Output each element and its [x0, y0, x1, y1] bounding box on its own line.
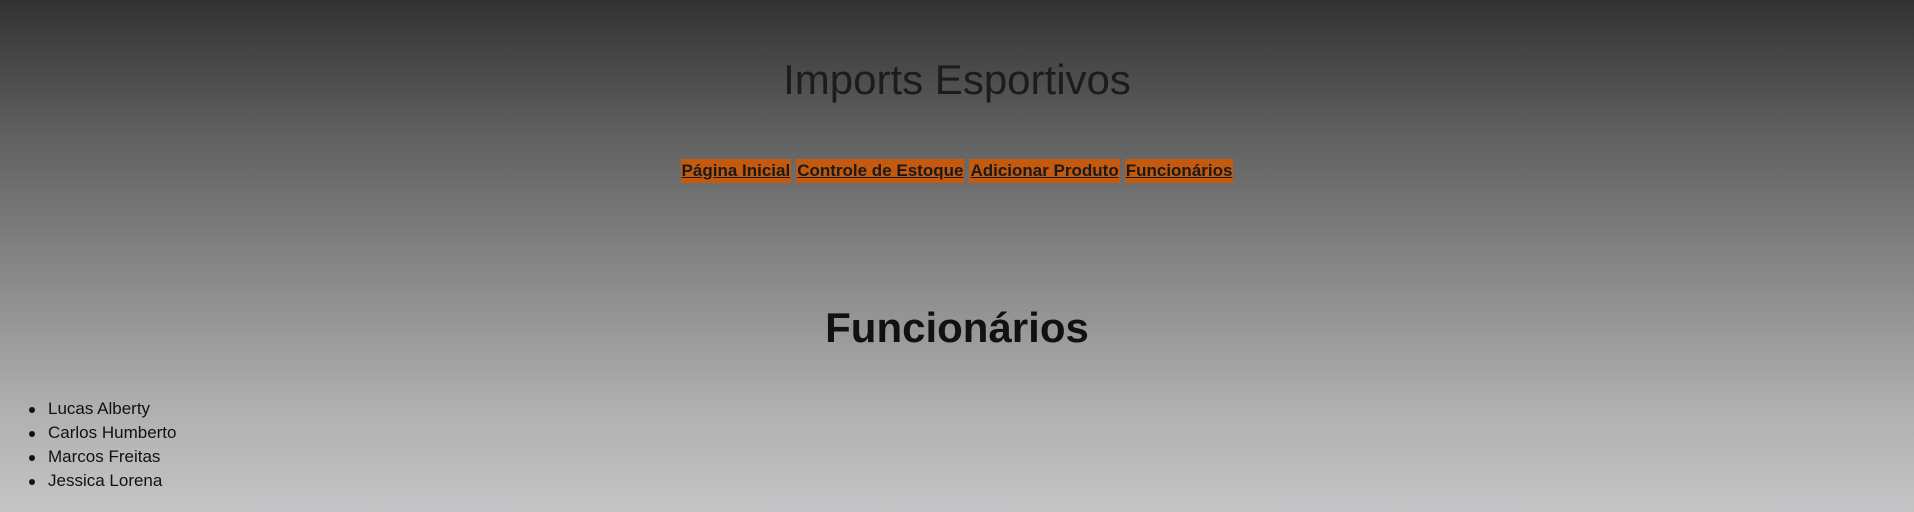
- nav-link-employees[interactable]: Funcionários: [1125, 159, 1234, 183]
- list-item: [48, 397, 177, 421]
- bullet-icon: [29, 431, 35, 437]
- list-item: [48, 445, 177, 469]
- employee-name: Jessica Lorena: [48, 471, 163, 490]
- employee-name: Marcos Freitas: [48, 447, 161, 466]
- nav-link-home[interactable]: Página Inicial: [681, 159, 792, 183]
- bullet-icon: [29, 479, 35, 485]
- bullet-icon: [29, 455, 35, 461]
- employee-name: Carlos Humberto: [48, 423, 177, 442]
- bullet-icon: [29, 407, 35, 413]
- page-heading: Funcionários: [825, 304, 1089, 351]
- employee-name: Lucas Alberty: [48, 399, 151, 418]
- employee-list: [48, 397, 177, 493]
- site-title: Imports Esportivos: [783, 56, 1131, 103]
- nav-link-stock-control[interactable]: Controle de Estoque: [796, 159, 964, 183]
- nav-link-add-product[interactable]: Adicionar Produto: [969, 159, 1119, 183]
- main-nav: [0, 159, 1914, 183]
- list-item: [48, 469, 177, 493]
- list-item: [48, 421, 177, 445]
